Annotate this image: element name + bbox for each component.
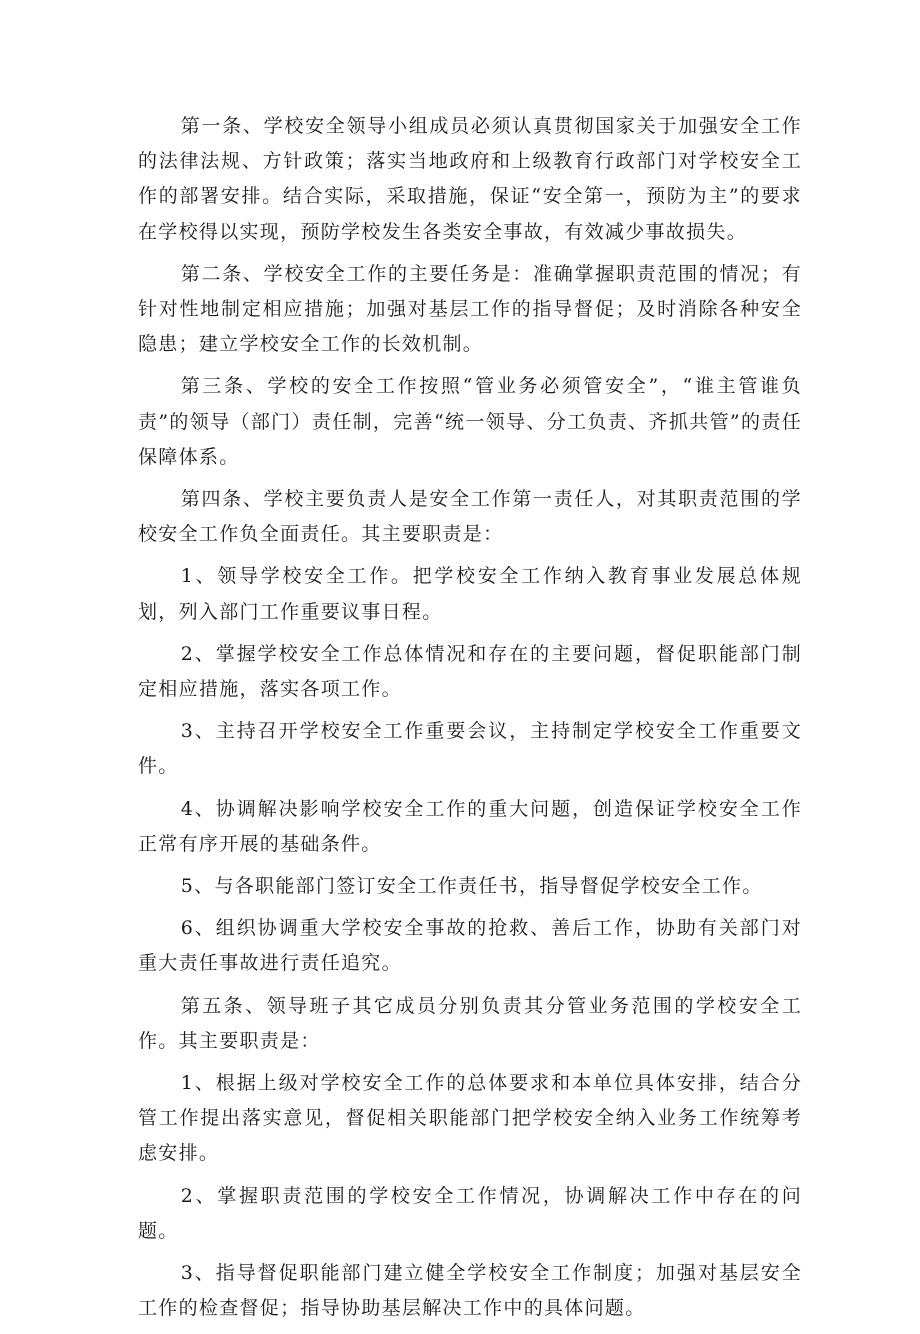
paragraph-article-3: 第三条、学校的安全工作按照“管业务必须管安全”，“谁主管谁负责”的领导（部门）责任制，完善“统一领导、分工负责、齐抓共管”的责任保障体系。 bbox=[138, 375, 802, 468]
paragraph-article-4-item-5: 5、与各职能部门签订安全工作责任书，指导督促学校安全工作。 bbox=[180, 875, 763, 898]
paragraph-article-1: 第一条、学校安全领导小组成员必须认真贯彻国家关于加强安全工作的法律法规、方针政策；落实当地政府和上级教育行政部门对学校安全工作的部署安排。结合实际，采取措施，保证“安全第一，预防为主”的要求在学校得以实现，预防学校发生各类安全事故，有效减少事故损失。 bbox=[138, 115, 802, 243]
paragraph-article-4-item-4: 4、协调解决影响学校安全工作的重大问题，创造保证学校安全工作正常有序开展的基础条件。 bbox=[138, 797, 802, 855]
paragraph-article-5-item-3: 3、指导督促职能部门建立健全学校安全工作制度；加强对基层安全工作的检查督促；指导协助基层解决工作中的具体问题。 bbox=[138, 1262, 802, 1320]
paragraph-article-4-item-2: 2、掌握学校安全工作总体情况和存在的主要问题，督促职能部门制定相应措施，落实各项工作。 bbox=[138, 642, 802, 701]
paragraph-article-5: 第五条、领导班子其它成员分别负责其分管业务范围的学校安全工作。其主要职责是： bbox=[138, 994, 802, 1052]
paragraph-article-4: 第四条、学校主要负责人是安全工作第一责任人，对其职责范围的学校安全工作负全面责任。其主要职责是： bbox=[138, 488, 802, 546]
paragraph-article-4-item-6: 6、组织协调重大学校安全事故的抢救、善后工作，协助有关部门对重大责任事故进行责任追究。 bbox=[138, 917, 802, 975]
paragraph-article-4-item-1: 1、领导学校安全工作。把学校安全工作纳入教育事业发展总体规划，列入部门工作重要议事日程。 bbox=[138, 565, 802, 623]
paragraph-article-4-item-3: 3、主持召开学校安全工作重要会议，主持制定学校安全工作重要文件。 bbox=[138, 720, 802, 778]
paragraph-article-2: 第二条、学校安全工作的主要任务是：准确掌握职责范围的情况；有针对性地制定相应措施；加强对基层工作的指导督促；及时消除各种安全隐患；建立学校安全工作的长效机制。 bbox=[138, 262, 802, 356]
document-body bbox=[138, 109, 802, 1334]
paragraph-article-5-item-2: 2、掌握职责范围的学校安全工作情况，协调解决工作中存在的问题。 bbox=[138, 1184, 802, 1242]
paragraph-article-5-item-1: 1、根据上级对学校安全工作的总体要求和本单位具体安排，结合分管工作提出落实意见，督促相关职能部门把学校安全纳入业务工作统筹考虑安排。 bbox=[138, 1072, 802, 1165]
